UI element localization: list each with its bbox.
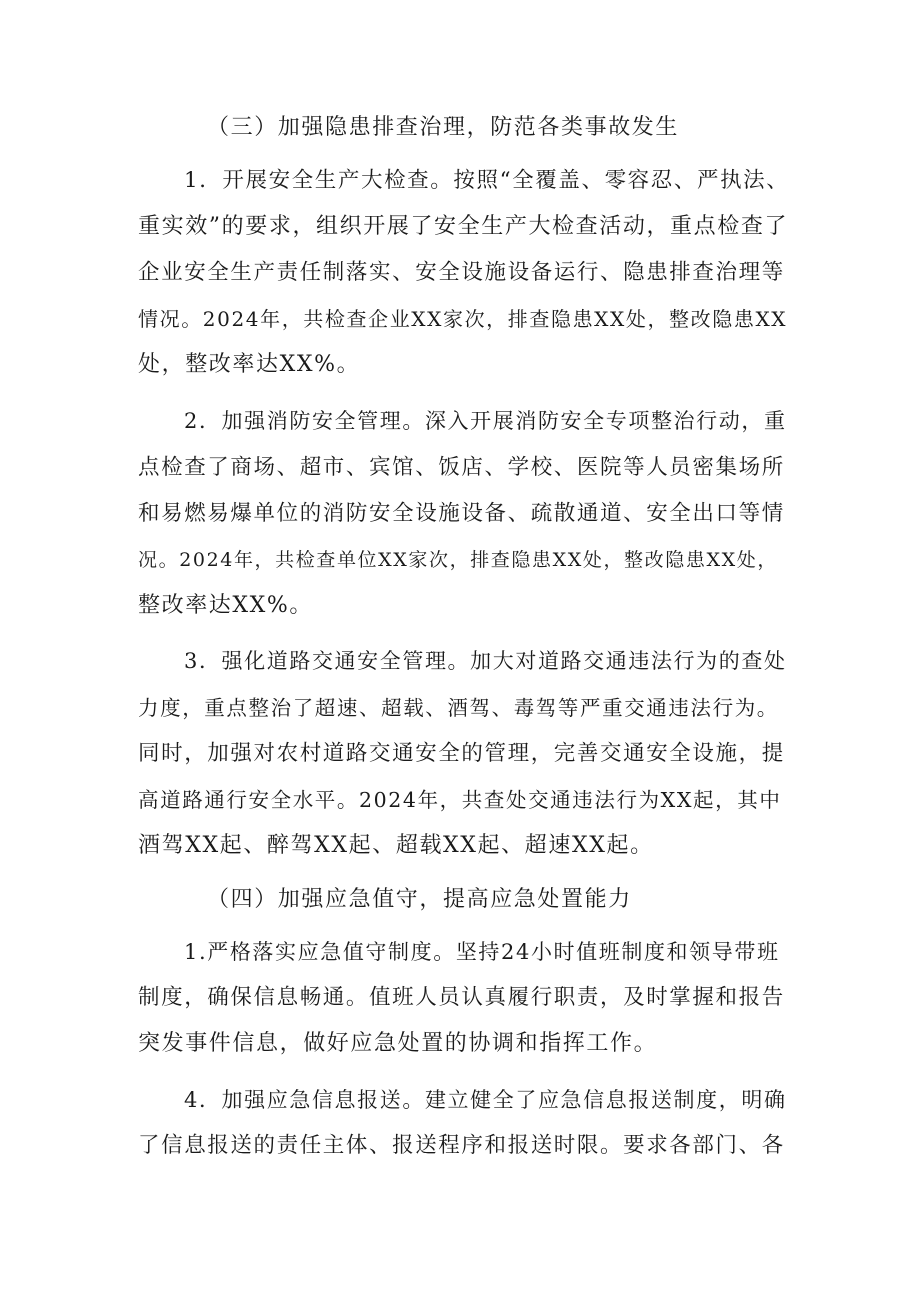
paragraph-line: 2．加强消防安全管理。深入开展消防安全专项整治行动，重	[184, 409, 787, 433]
paragraph-line: 4．加强应急信息报送。建立健全了应急信息报送制度，明确	[184, 1088, 787, 1112]
paragraph-line: 况。2024年，共检查单位XX家次，排查隐患XX处，整改隐患XX处，	[138, 549, 778, 571]
paragraph-line: 1.严格落实应急值守制度。坚持24小时值班制度和领导带班	[184, 940, 780, 964]
paragraph-line: 同时，加强对农村道路交通安全的管理，完善交通安全设施，提	[138, 741, 785, 766]
paragraph-line: 酒驾XX起、醉驾XX起、超载XX起、超速XX起。	[138, 833, 654, 858]
paragraph-line: 处，整改率达XX%。	[138, 352, 361, 377]
paragraph-line: 点检查了商场、超市、宾馆、饭店、学校、医院等人员密集场所	[138, 455, 785, 480]
paragraph-line: 高道路通行安全水平。2024年，共查处交通违法行为XX起，其中	[138, 788, 782, 812]
paragraph-line: 整改率达XX%。	[138, 593, 314, 618]
paragraph-line: 1．开展安全生产大检查。按照“全覆盖、零容忍、严执法、	[184, 168, 790, 193]
paragraph-line: 企业安全生产责任制落实、安全设施设备运行、隐患排查治理等	[138, 260, 785, 285]
paragraph-line: 3．强化道路交通安全管理。加大对道路交通违法行为的查处	[184, 649, 787, 673]
paragraph-line: 突发事件信息，做好应急处置的协调和指挥工作。	[138, 1031, 658, 1056]
paragraph-line: 制度，确保信息畅通。值班人员认真履行职责，及时掌握和报告	[138, 985, 785, 1010]
paragraph-line: 重实效”的要求，组织开展了安全生产大检查活动，重点检查了	[138, 214, 789, 239]
paragraph-line: 和易燃易爆单位的消防安全设施设备、疏散通道、安全出口等情	[138, 501, 785, 526]
section-heading-3: （三）加强隐患排查治理，防范各类事故发生	[207, 115, 680, 140]
paragraph-line: 了信息报送的责任主体、报送程序和报送时限。要求各部门、各	[138, 1133, 785, 1158]
paragraph-line: 力度，重点整治了超速、超载、酒驾、毒驾等严重交通违法行为。	[138, 696, 779, 720]
paragraph-line: 情况。2024年，共检查企业XX家次，排查隐患XX处，整改隐患XX	[138, 307, 788, 331]
section-heading-4: （四）加强应急值守，提高应急处置能力	[207, 887, 632, 912]
